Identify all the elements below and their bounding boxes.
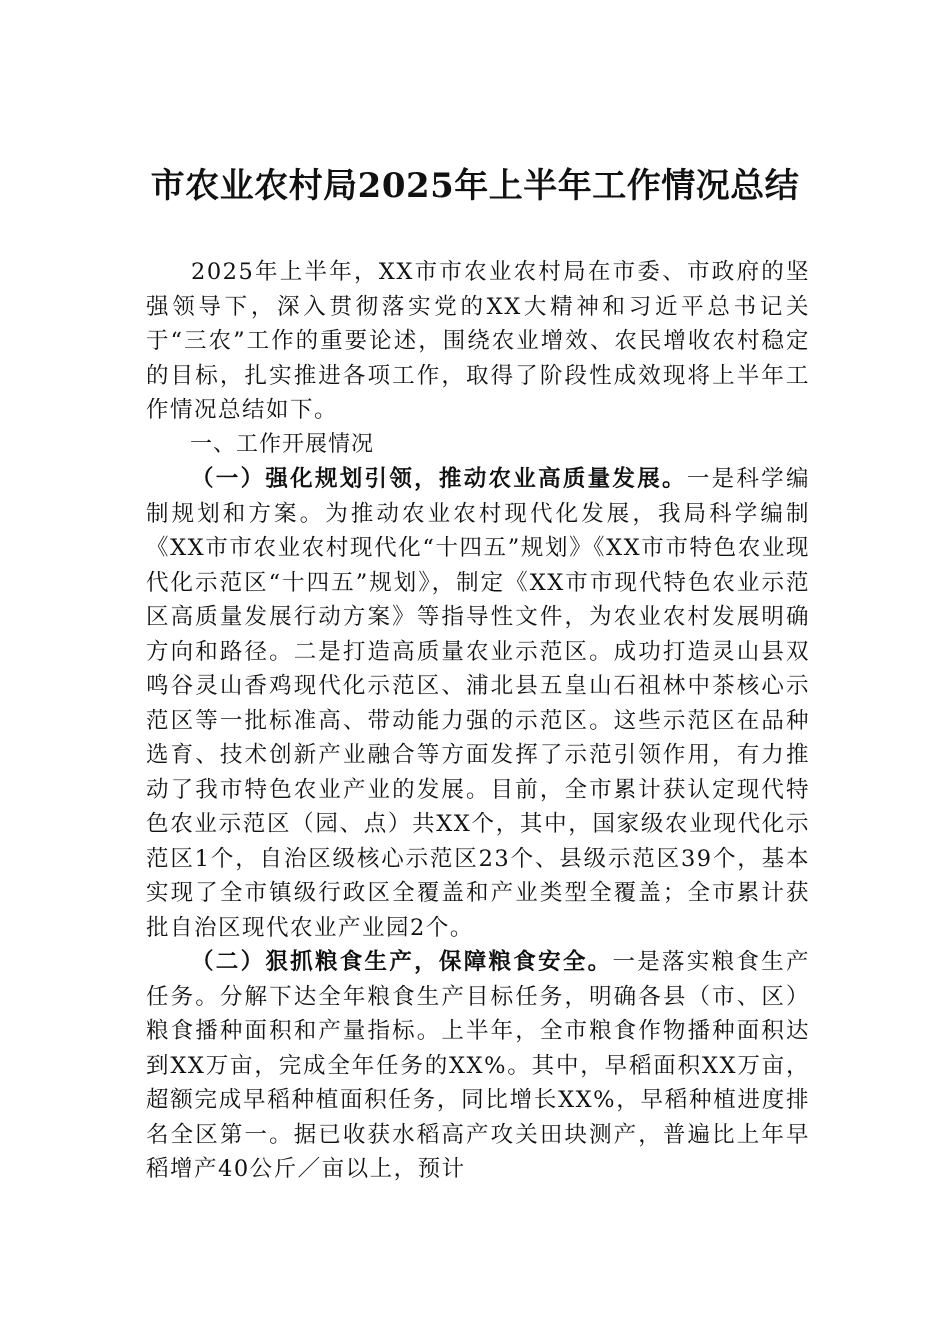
document-body	[146, 255, 810, 1187]
section-heading: 一、工作开展情况	[190, 431, 375, 457]
subsection-2-paragraph	[146, 945, 810, 1187]
subsection-1-paragraph	[146, 462, 810, 945]
intro-paragraph: 2025年上半年，XX市市农业农村局在市委、市政府的坚强领导下，深入贯彻落实党的XX大精神和习近平总书记关于“三农”工作的重要论述，围绕农业增效、农民增收农村稳定的目标，扎实推进各项工作，取得了阶段性成效现将上半年工作情况总结如下。	[146, 259, 810, 423]
subsection-2-body: 一是落实粮食生产任务。分解下达全年粮食生产目标任务，明确各县（市、区）粮食播种面积和产量指标。上半年，全市粮食作物播种面积达到XX万亩，完成全年任务的XX%。其中，早稻面积XX万亩，超额完成早稻种植面积任务，同比增长XX%，早稻种植进度排名全区第一。据已收获水稻高产攻关田块测产，普遍比上年早稻增产40公斤／亩以上，预计	[146, 949, 810, 1182]
document-title: 市农业农村局2025年上半年工作情况总结	[150, 166, 800, 206]
subsection-2-heading: （二）狠抓粮食生产，保障粮食安全。	[191, 949, 613, 975]
subsection-1-body: 一是科学编制规划和方案。为推动农业农村现代化发展，我局科学编制《XX市市农业农村现代化“十四五”规划》《XX市市特色农业现代化示范区“十四五”规划》，制定《XX市市现代特色农业示范区高质量发展行动方案》等指导性文件，为农业农村发展明确方向和路径。二是打造高质量农业示范区。成功打造灵山县双鸣谷灵山香鸡现代化示范区、浦北县五皇山石祖林中茶核心示范区等一批标准高、带动能力强的示范区。这些示范区在品种选育、技术创新产业融合等方面发挥了示范引领作用，有力推动了我市特色农业产业的发展。目前，全市累计获认定现代特色农业示范区（园、点）共XX个，其中，国家级农业现代化示范区1个，自治区级核心示范区23个、县级示范区39个，基本实现了全市镇级行政区全覆盖和产业类型全覆盖；全市累计获批自治区现代农业产业园2个。	[146, 466, 810, 941]
subsection-1-heading: （一）强化规划引领，推动农业高质量发展。	[191, 466, 687, 492]
